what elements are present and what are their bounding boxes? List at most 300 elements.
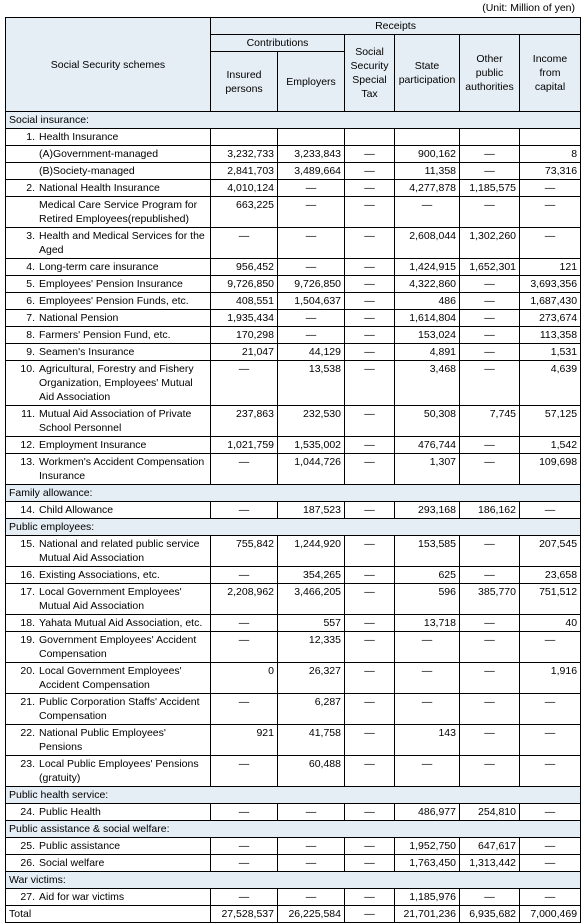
table-row: [6, 228, 581, 259]
value-cell: 8: [520, 146, 581, 163]
total-value-cell: —: [345, 906, 395, 923]
value-cell: 3,232,733: [211, 146, 278, 163]
scheme-name: Government Employees' Accident Compensation: [39, 634, 197, 660]
value-cell: —: [460, 725, 520, 756]
total-row: [6, 906, 581, 923]
value-cell: 143: [395, 725, 460, 756]
value-cell: 4,322,860: [395, 276, 460, 293]
value-cell: —: [460, 361, 520, 406]
total-value-cell: 6,935,682: [460, 906, 520, 923]
scheme-number: 25.: [20, 840, 35, 852]
table-row: [6, 259, 581, 276]
scheme-name: Social welfare: [39, 857, 105, 869]
value-cell: 1,313,442: [460, 855, 520, 872]
scheme-cell: [6, 327, 211, 344]
social-security-receipts-table: [5, 17, 581, 923]
scheme-cell: [6, 163, 211, 180]
scheme-number: 23.: [20, 758, 35, 770]
value-cell: —: [395, 756, 460, 787]
value-cell: 21,047: [211, 344, 278, 361]
section-title: Public health service:: [6, 787, 581, 804]
value-cell: 1,652,301: [460, 259, 520, 276]
table-row: [6, 163, 581, 180]
table-row: [6, 694, 581, 725]
value-cell: —: [345, 327, 395, 344]
value-cell: 1,763,450: [395, 855, 460, 872]
scheme-number: 2.: [26, 182, 35, 194]
scheme-number: 14.: [20, 504, 35, 516]
value-cell: —: [460, 310, 520, 327]
scheme-name: Seamen's Insurance: [39, 346, 135, 358]
header-employers: Employers: [278, 52, 345, 112]
value-cell: —: [345, 163, 395, 180]
value-cell: 44,129: [278, 344, 345, 361]
value-cell: 3,233,843: [278, 146, 345, 163]
value-cell: —: [460, 615, 520, 632]
table-row: [6, 406, 581, 437]
scheme-cell: [6, 228, 211, 259]
value-cell: —: [460, 632, 520, 663]
value-cell: —: [395, 694, 460, 725]
table-row: [6, 663, 581, 694]
value-cell: 1,952,750: [395, 838, 460, 855]
value-cell: 647,617: [460, 838, 520, 855]
value-cell: 625: [395, 567, 460, 584]
scheme-number: 19.: [20, 634, 35, 646]
value-cell: —: [345, 756, 395, 787]
value-cell: 1,504,637: [278, 293, 345, 310]
value-cell: —: [345, 344, 395, 361]
scheme-name: Existing Associations, etc.: [39, 569, 160, 581]
table-row: [6, 502, 581, 519]
table-row: [6, 344, 581, 361]
value-cell: 9,726,850: [278, 276, 345, 293]
value-cell: 23,658: [520, 567, 581, 584]
section-title: Public assistance & social welfare:: [6, 821, 581, 838]
total-value-cell: 27,528,537: [211, 906, 278, 923]
value-cell: 50,308: [395, 406, 460, 437]
value-cell: 3,693,356: [520, 276, 581, 293]
scheme-cell: [6, 615, 211, 632]
section-row: [6, 519, 581, 536]
header-insured-persons: Insured persons: [211, 52, 278, 112]
section-title: War victims:: [6, 872, 581, 889]
value-cell: —: [211, 889, 278, 906]
value-cell: —: [211, 567, 278, 584]
table-body: [6, 112, 581, 923]
section-title: Social insurance:: [6, 112, 581, 129]
value-cell: 755,842: [211, 536, 278, 567]
value-cell: —: [345, 584, 395, 615]
scheme-number: [9, 198, 39, 226]
value-cell: 40: [520, 615, 581, 632]
scheme-cell: [6, 437, 211, 454]
scheme-cell: [6, 804, 211, 821]
value-cell: [278, 129, 345, 146]
total-label: Total: [6, 906, 211, 923]
value-cell: 921: [211, 725, 278, 756]
value-cell: —: [211, 804, 278, 821]
value-cell: —: [395, 197, 460, 228]
value-cell: 237,863: [211, 406, 278, 437]
scheme-name: Employees' Pension Funds, etc.: [39, 295, 189, 307]
value-cell: —: [460, 293, 520, 310]
value-cell: —: [520, 694, 581, 725]
value-cell: 1,424,915: [395, 259, 460, 276]
scheme-cell: [6, 725, 211, 756]
value-cell: 663,225: [211, 197, 278, 228]
value-cell: 596: [395, 584, 460, 615]
value-cell: 12,335: [278, 632, 345, 663]
value-cell: [520, 129, 581, 146]
value-cell: —: [460, 344, 520, 361]
table-row: [6, 536, 581, 567]
scheme-cell: [6, 855, 211, 872]
value-cell: —: [520, 197, 581, 228]
table-row: [6, 756, 581, 787]
value-cell: 6,287: [278, 694, 345, 725]
value-cell: 9,726,850: [211, 276, 278, 293]
value-cell: 1,185,575: [460, 180, 520, 197]
value-cell: 232,530: [278, 406, 345, 437]
total-value-cell: 7,000,469: [520, 906, 581, 923]
scheme-name: National Public Employees' Pensions: [39, 727, 166, 753]
value-cell: 1,542: [520, 437, 581, 454]
value-cell: 354,265: [278, 567, 345, 584]
section-row: [6, 872, 581, 889]
value-cell: —: [278, 180, 345, 197]
value-cell: —: [345, 855, 395, 872]
value-cell: 3,468: [395, 361, 460, 406]
scheme-name: (B)Society-managed: [39, 165, 135, 177]
value-cell: 1,185,976: [395, 889, 460, 906]
table-row: [6, 855, 581, 872]
scheme-name: Public Health: [39, 806, 101, 818]
value-cell: 1,044,726: [278, 454, 345, 485]
scheme-cell: [6, 259, 211, 276]
scheme-name: Medical Care Service Program for Retired Employees(republished): [39, 199, 198, 225]
scheme-cell: [6, 889, 211, 906]
value-cell: —: [345, 228, 395, 259]
value-cell: —: [345, 725, 395, 756]
value-cell: 60,488: [278, 756, 345, 787]
unit-note: (Unit: Million of yen): [482, 2, 575, 14]
value-cell: —: [345, 889, 395, 906]
value-cell: 4,891: [395, 344, 460, 361]
value-cell: —: [278, 838, 345, 855]
total-value-cell: 26,225,584: [278, 906, 345, 923]
value-cell: 153,024: [395, 327, 460, 344]
value-cell: 207,545: [520, 536, 581, 567]
table-row: [6, 615, 581, 632]
table-row: [6, 293, 581, 310]
scheme-name: Public assistance: [39, 840, 121, 852]
value-cell: —: [520, 855, 581, 872]
scheme-cell: [6, 838, 211, 855]
value-cell: 170,298: [211, 327, 278, 344]
value-cell: —: [520, 838, 581, 855]
scheme-number: 12.: [20, 439, 35, 451]
value-cell: 1,302,260: [460, 228, 520, 259]
table-row: [6, 361, 581, 406]
scheme-number: 1.: [26, 131, 35, 143]
value-cell: 1,244,920: [278, 536, 345, 567]
value-cell: —: [345, 361, 395, 406]
scheme-cell: [6, 344, 211, 361]
scheme-number: 11.: [21, 408, 35, 420]
scheme-number: 10.: [20, 363, 35, 375]
scheme-number: 22.: [20, 727, 35, 739]
value-cell: 1,535,002: [278, 437, 345, 454]
scheme-number: 4.: [26, 261, 35, 273]
table-row: [6, 129, 581, 146]
value-cell: —: [520, 804, 581, 821]
value-cell: —: [460, 694, 520, 725]
value-cell: —: [345, 259, 395, 276]
value-cell: —: [278, 310, 345, 327]
value-cell: 273,674: [520, 310, 581, 327]
table-row: [6, 276, 581, 293]
value-cell: 486: [395, 293, 460, 310]
value-cell: 186,162: [460, 502, 520, 519]
scheme-name: Local Government Employees' Mutual Aid Association: [39, 586, 182, 612]
value-cell: —: [345, 838, 395, 855]
value-cell: —: [460, 889, 520, 906]
header-other-public: Other public authorities: [460, 35, 520, 112]
value-cell: —: [460, 327, 520, 344]
value-cell: —: [460, 146, 520, 163]
scheme-name: Health Insurance: [39, 131, 119, 143]
scheme-number: 7.: [26, 312, 35, 324]
scheme-name: Aid for war victims: [39, 891, 125, 903]
scheme-number: 15.: [20, 538, 35, 550]
section-row: [6, 485, 581, 502]
scheme-cell: [6, 361, 211, 406]
value-cell: —: [345, 454, 395, 485]
value-cell: —: [211, 855, 278, 872]
value-cell: [211, 129, 278, 146]
scheme-number: 5.: [26, 278, 35, 290]
value-cell: —: [460, 197, 520, 228]
value-cell: 751,512: [520, 584, 581, 615]
scheme-number: 9.: [26, 346, 35, 358]
table-row: [6, 567, 581, 584]
value-cell: —: [520, 502, 581, 519]
scheme-name: Local Public Employees' Pensions (gratuity): [39, 758, 199, 784]
value-cell: 0: [211, 663, 278, 694]
scheme-number: 8.: [26, 329, 35, 341]
value-cell: 4,277,878: [395, 180, 460, 197]
scheme-cell: [6, 756, 211, 787]
value-cell: 3,466,205: [278, 584, 345, 615]
scheme-name: Workmen's Accident Compensation Insurance: [39, 456, 205, 482]
value-cell: —: [345, 180, 395, 197]
value-cell: 385,770: [460, 584, 520, 615]
scheme-cell: [6, 502, 211, 519]
value-cell: 26,327: [278, 663, 345, 694]
scheme-cell: [6, 129, 211, 146]
scheme-cell: [6, 536, 211, 567]
scheme-name: Agricultural, Forestry and Fishery Organization, Employees' Mutual Aid Association: [39, 363, 194, 403]
scheme-name: Public Corporation Staffs' Accident Compensation: [39, 696, 200, 722]
table-row: [6, 310, 581, 327]
scheme-name: Local Government Employees' Accident Compensation: [39, 665, 182, 691]
value-cell: —: [278, 228, 345, 259]
scheme-name: Employees' Pension Insurance: [39, 278, 183, 290]
value-cell: 293,168: [395, 502, 460, 519]
value-cell: —: [345, 804, 395, 821]
value-cell: —: [460, 454, 520, 485]
value-cell: 4,010,124: [211, 180, 278, 197]
scheme-name: National and related public service Mutual Aid Association: [39, 538, 200, 564]
value-cell: 1,916: [520, 663, 581, 694]
table-row: [6, 889, 581, 906]
value-cell: 3,489,664: [278, 163, 345, 180]
value-cell: —: [345, 536, 395, 567]
value-cell: —: [345, 567, 395, 584]
scheme-name: National Health Insurance: [39, 182, 160, 194]
scheme-number: 16.: [20, 569, 35, 581]
value-cell: —: [520, 725, 581, 756]
value-cell: —: [395, 663, 460, 694]
value-cell: —: [345, 146, 395, 163]
value-cell: —: [345, 197, 395, 228]
value-cell: 2,841,703: [211, 163, 278, 180]
value-cell: 13,538: [278, 361, 345, 406]
value-cell: —: [278, 889, 345, 906]
value-cell: 486,977: [395, 804, 460, 821]
scheme-name: Farmers' Pension Fund, etc.: [39, 329, 171, 341]
table-row: [6, 146, 581, 163]
value-cell: 1,614,804: [395, 310, 460, 327]
value-cell: [395, 129, 460, 146]
scheme-number: 6.: [26, 295, 35, 307]
value-cell: —: [460, 756, 520, 787]
value-cell: 73,316: [520, 163, 581, 180]
header-state-participation: State participation: [395, 35, 460, 112]
value-cell: —: [211, 361, 278, 406]
value-cell: —: [345, 502, 395, 519]
value-cell: —: [460, 163, 520, 180]
scheme-number: 20.: [20, 665, 35, 677]
value-cell: —: [460, 276, 520, 293]
table-row: [6, 197, 581, 228]
table-row: [6, 838, 581, 855]
value-cell: [460, 129, 520, 146]
value-cell: —: [278, 327, 345, 344]
scheme-cell: [6, 197, 211, 228]
value-cell: 476,744: [395, 437, 460, 454]
value-cell: —: [345, 615, 395, 632]
value-cell: —: [345, 694, 395, 725]
value-cell: 900,162: [395, 146, 460, 163]
value-cell: —: [520, 632, 581, 663]
value-cell: —: [211, 454, 278, 485]
scheme-cell: [6, 584, 211, 615]
value-cell: 121: [520, 259, 581, 276]
value-cell: 408,551: [211, 293, 278, 310]
section-title: Public employees:: [6, 519, 581, 536]
value-cell: 1,021,759: [211, 437, 278, 454]
table-row: [6, 437, 581, 454]
value-cell: 187,523: [278, 502, 345, 519]
value-cell: 557: [278, 615, 345, 632]
value-cell: 2,208,962: [211, 584, 278, 615]
scheme-name: Mutual Aid Association of Private School Personnel: [39, 408, 192, 434]
scheme-name: Long-term care insurance: [39, 261, 159, 273]
value-cell: —: [395, 632, 460, 663]
value-cell: —: [345, 293, 395, 310]
table-row: [6, 180, 581, 197]
scheme-number: 24.: [20, 806, 35, 818]
scheme-number: 27.: [20, 891, 35, 903]
value-cell: —: [211, 615, 278, 632]
value-cell: —: [520, 889, 581, 906]
value-cell: —: [211, 838, 278, 855]
table-row: [6, 725, 581, 756]
scheme-cell: [6, 310, 211, 327]
value-cell: —: [520, 228, 581, 259]
scheme-name: National Pension: [39, 312, 119, 324]
table-row: [6, 584, 581, 615]
value-cell: 11,358: [395, 163, 460, 180]
value-cell: —: [520, 180, 581, 197]
header-special-tax: Social Security Special Tax: [345, 35, 395, 112]
header-receipts: Receipts: [211, 18, 581, 35]
value-cell: —: [211, 228, 278, 259]
scheme-name: (A)Government-managed: [39, 148, 159, 160]
value-cell: —: [211, 502, 278, 519]
scheme-cell: [6, 146, 211, 163]
header-income-capital: Income from capital: [520, 35, 581, 112]
value-cell: —: [211, 694, 278, 725]
value-cell: —: [460, 567, 520, 584]
value-cell: 153,585: [395, 536, 460, 567]
scheme-number: 18.: [20, 617, 35, 629]
value-cell: 1,935,434: [211, 310, 278, 327]
scheme-cell: [6, 663, 211, 694]
value-cell: —: [278, 259, 345, 276]
value-cell: 956,452: [211, 259, 278, 276]
scheme-number: 21.: [20, 696, 35, 708]
scheme-name: Child Allowance: [39, 504, 114, 516]
total-value-cell: 21,701,236: [395, 906, 460, 923]
value-cell: 109,698: [520, 454, 581, 485]
value-cell: —: [345, 406, 395, 437]
scheme-number: [9, 164, 39, 178]
value-cell: —: [278, 197, 345, 228]
value-cell: 4,639: [520, 361, 581, 406]
section-row: [6, 787, 581, 804]
scheme-cell: [6, 276, 211, 293]
scheme-number: 17.: [20, 586, 35, 598]
section-row: [6, 821, 581, 838]
section-title: Family allowance:: [6, 485, 581, 502]
table-row: [6, 632, 581, 663]
table-row: [6, 327, 581, 344]
scheme-cell: [6, 694, 211, 725]
value-cell: 113,358: [520, 327, 581, 344]
value-cell: —: [345, 310, 395, 327]
scheme-cell: [6, 632, 211, 663]
value-cell: —: [278, 804, 345, 821]
value-cell: 41,758: [278, 725, 345, 756]
value-cell: —: [460, 536, 520, 567]
value-cell: —: [278, 855, 345, 872]
scheme-number: [9, 147, 39, 161]
table-row: [6, 804, 581, 821]
value-cell: —: [345, 632, 395, 663]
